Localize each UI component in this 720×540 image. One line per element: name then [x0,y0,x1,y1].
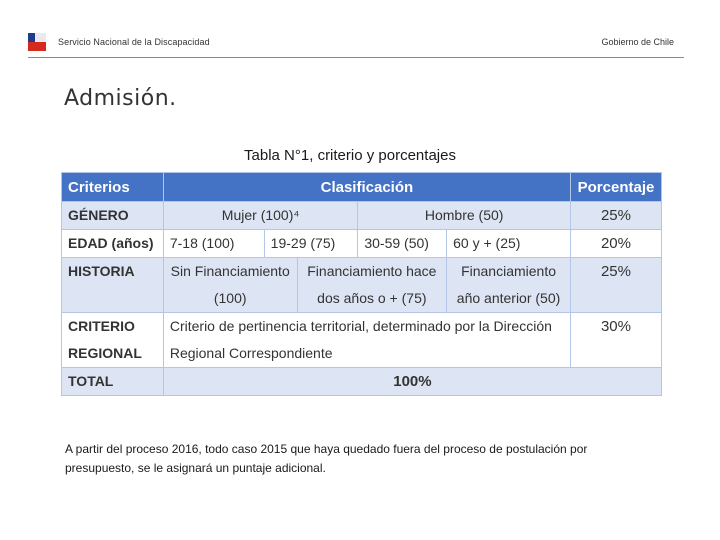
table-row-criterio [62,313,662,368]
total-value: 100% [163,368,661,396]
table-row-total [62,368,662,396]
genero-pct: 25% [570,202,661,230]
historia-c2-line2: dos años o + (75) [317,290,427,306]
criterio-text-line1: Criterio de pertinencia territorial, determinado por la Dirección [169,318,552,334]
edad-range-1: 7-18 (100) [163,230,264,258]
criterio-description [163,313,570,368]
table-header-row [62,173,662,202]
header-criterios: Criterios [62,173,164,202]
historia-pct: 25% [570,258,661,313]
header-clasificacion: Clasificación [163,173,570,202]
historia-dos-anos [297,258,447,313]
edad-range-3: 30-59 (50) [358,230,447,258]
chile-flag-logo [28,33,46,51]
edad-label: EDAD (años) [62,230,164,258]
genero-hombre: Hombre (50) [358,202,571,230]
page-title: Admisión. [64,86,177,111]
historia-c3-line1: Financiamiento [461,263,556,279]
criterio-label-line2: REGIONAL [68,345,142,361]
criteria-table [61,172,662,396]
edad-pct: 20% [570,230,661,258]
historia-c2-line1: Financiamiento hace [307,263,437,279]
body-paragraph: A partir del proceso 2016, todo caso 2015 que haya quedado fuera del proceso de postulación por presupuesto, se le asignará un puntaje adicional. [65,442,588,475]
historia-c1-line2: (100) [213,290,247,306]
genero-label: GÉNERO [62,202,164,230]
historia-ano-anterior [447,258,571,313]
page-header [0,0,720,60]
table-row-edad [62,230,662,258]
header-government: Gobierno de Chile [601,37,674,47]
edad-range-4: 60 y + (25) [447,230,571,258]
criterio-pct: 30% [570,313,661,368]
criterio-text-line2: Regional Correspondiente [169,345,333,361]
historia-sin-financiamiento [163,258,297,313]
table-row-genero [62,202,662,230]
historia-c3-line2: año anterior (50) [456,290,561,306]
header-divider [28,57,684,58]
total-label: TOTAL [62,368,164,396]
historia-c1-line1: Sin Financiamiento [170,263,290,279]
historia-label: HISTORIA [62,258,164,313]
table-row-historia [62,258,662,313]
header-porcentaje: Porcentaje [570,173,661,202]
genero-mujer: Mujer (100)⁴ [163,202,358,230]
edad-range-2: 19-29 (75) [264,230,358,258]
criterio-label-line1: CRITERIO [68,318,135,334]
header-organization: Servicio Nacional de la Discapacidad [58,37,210,47]
table-caption: Tabla N°1, criterio y porcentajes [244,147,456,164]
criterio-label [62,313,164,368]
